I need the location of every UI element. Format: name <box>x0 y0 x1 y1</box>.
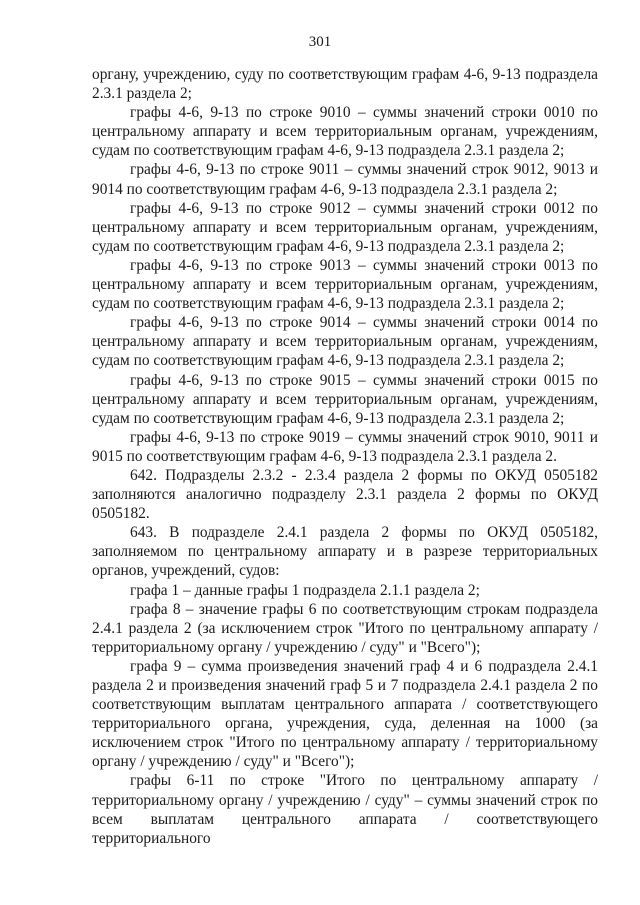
paragraph: графы 4-6, 9-13 по строке 9010 – суммы значений строки 0010 по центральному аппарату и всем территориальным органам, учреждениям, судам по соответствующим графам 4-6, 9-13 подраздела 2.3.1 раздела 2; <box>92 104 598 160</box>
paragraph: органу, учреждению, суду по соответствующим графам 4-6, 9-13 подраздела 2.3.1 раздела 2; <box>92 66 598 103</box>
paragraph: графа 8 – значение графы 6 по соответствующим строкам подраздела 2.4.1 раздела 2 (за исключением строк "Итого по центральному аппарату / территориальному органу / учреждению / суду" и "Всего"); <box>92 600 598 656</box>
paragraph: 643. В подразделе 2.4.1 раздела 2 формы по ОКУД 0505182, заполняемом по центральному аппарату и в разрезе территориальных органов, учреждений, судов: <box>92 524 598 580</box>
paragraph: графы 4-6, 9-13 по строке 9012 – суммы значений строки 0012 по центральному аппарату и всем территориальным органам, учреждениям, судам по соответствующим графам 4-6, 9-13 подраздела 2.3.1 раздела 2; <box>92 199 598 255</box>
paragraph: 642. Подразделы 2.3.2 - 2.3.4 раздела 2 формы по ОКУД 0505182 заполняются аналогично подразделу 2.3.1 раздела 2 формы по ОКУД 0505182. <box>92 466 598 523</box>
page-number: 301 <box>308 34 332 50</box>
paragraph: графа 1 – данные графы 1 подраздела 2.1.1 раздела 2; <box>130 581 480 599</box>
paragraph: графы 4-6, 9-13 по строке 9014 – суммы значений строки 0014 по центральному аппарату и всем территориальным органам, учреждениям, судам по соответствующим графам 4-6, 9-13 подраздела 2.3.1 раздела 2; <box>92 314 598 370</box>
paragraph: графы 4-6, 9-13 по строке 9011 – суммы значений строк 9012, 9013 и 9014 по соответствующим графам 4-6, 9-13 подраздела 2.3.1 раздела 2; <box>92 161 598 198</box>
paragraph: графы 4-6, 9-13 по строке 9019 – суммы значений строк 9010, 9011 и 9015 по соответствующим графам 4-6, 9-13 подраздела 2.3.1 раздела 2. <box>92 428 598 465</box>
paragraph: графа 9 – сумма произведения значений граф 4 и 6 подраздела 2.4.1 раздела 2 и произведения значений граф 5 и 7 подраздела 2.4.1 раздела 2 по соответствующим выплатам центрального аппарата / соответствующего территориального органа, учреждения, суда, деленная на 1000 (за исключением строк "Итого по центральному аппарату / территориальному органу / учреждению / суду" и "Всего"); <box>92 657 598 771</box>
paragraph: графы 4-6, 9-13 по строке 9013 – суммы значений строки 0013 по центральному аппарату и всем территориальным органам, учреждениям, судам по соответствующим графам 4-6, 9-13 подраздела 2.3.1 раздела 2; <box>92 256 598 313</box>
document-body <box>92 65 598 848</box>
paragraph: графы 6-11 по строке "Итого по центральному аппарату / территориальному органу / учреждению / суду" – суммы значений строк по всем выплатам центрального аппарата / соответствующего территориального <box>92 772 598 847</box>
paragraph: графы 4-6, 9-13 по строке 9015 – суммы значений строки 0015 по центральному аппарату и всем территориальным органам, учреждениям, судам по соответствующим графам 4-6, 9-13 подраздела 2.3.1 раздела 2; <box>92 371 598 427</box>
